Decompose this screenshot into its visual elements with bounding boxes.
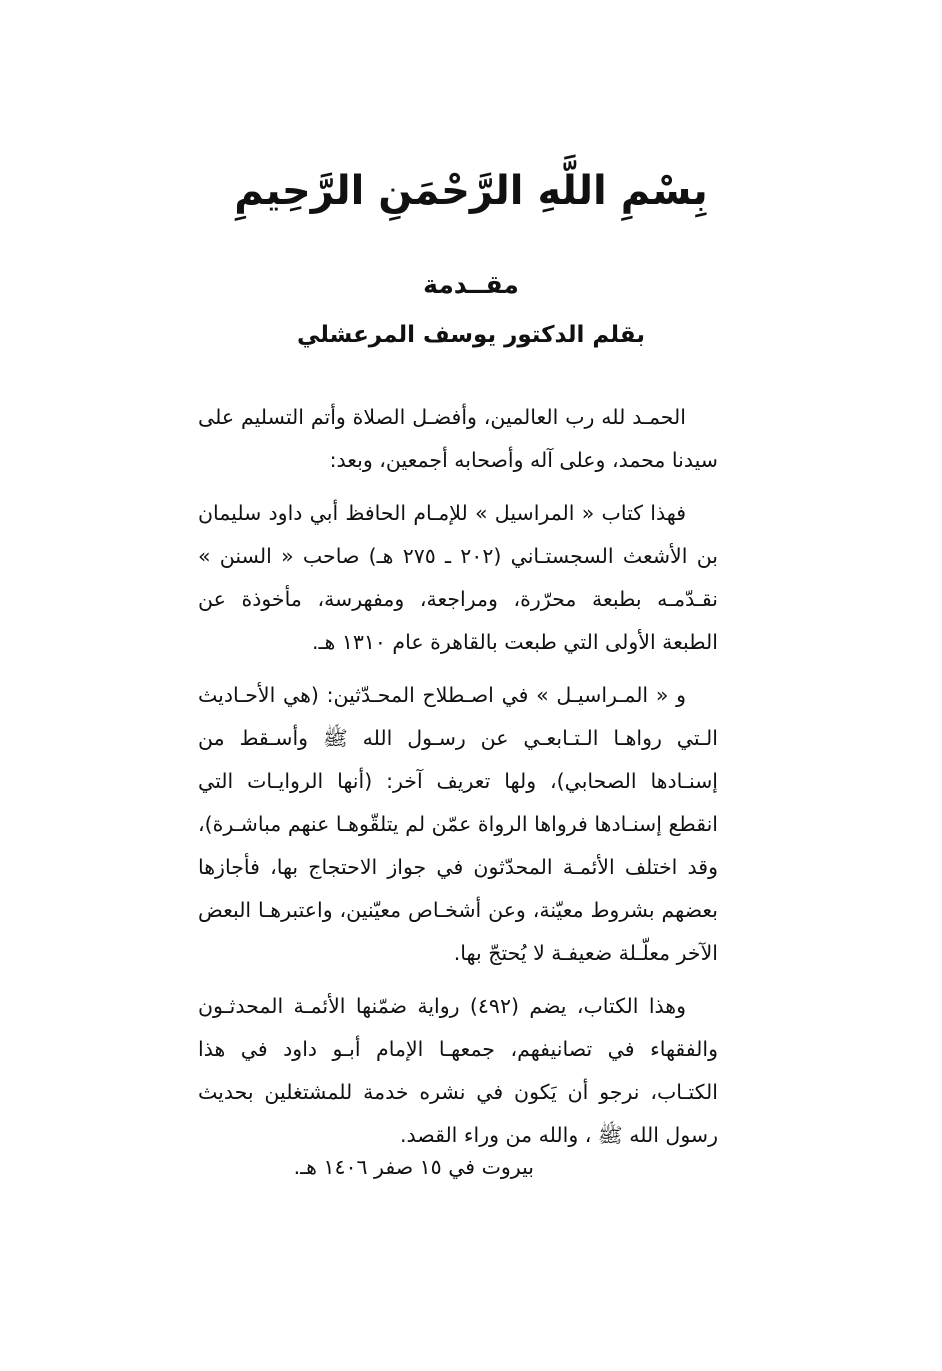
- basmala-header: [0, 168, 942, 214]
- paragraph-marasil-definition: و « المـراسيـل » في اصـطلاح المحـدّثين: (هي الأحـاديث الـتي رواهـا الـتـابعـي عن رسـول الله ﷺ وأسـقط من إسنـادها الصحابي)، ولها تعريف آخر: (أنها الروايـات التي انقطع إسنـادها فرواها الرواة عمّن لم يتلقّوهـا عنهم مباشـرة)، وقد اختلف الأئمـة المحدّثون في جواز الاحتجاج بها، فأجازها بعضهم بشروط معيّنة، وعن أشخـاص معيّنين، واعتبرهـا البعض الآخر معلّـلة ضعيفـة لا يُحتجّ بها.: [198, 683, 718, 965]
- page-title: مقــدمة: [423, 270, 519, 299]
- author-line: بقلم الدكتور يوسف المرعشلي: [297, 322, 645, 348]
- body-text: [198, 396, 718, 1167]
- paragraph-opening: الحمـد لله رب العالمين، وأفضـل الصلاة وأتم التسليم على سيدنا محمد، وعلى آله وأصحابه أجمعين، وبعد:: [198, 405, 718, 472]
- paragraph-book-contents: وهذا الكتاب، يضم (٤٩٢) رواية ضمّنها الأئمـة المحدثـون والفقهاء في تصانيفهم، جمعهـا الإمام أبـو داود في هذا الكتـاب، نرجو أن يَكون في نشره خدمة للمشتغلين بحديث رسول الله ﷺ ، والله من وراء القصد.: [198, 994, 718, 1147]
- closing-date-line: بيروت في ١٥ صفر ١٤٠٦ هـ.: [293, 1155, 534, 1179]
- paragraph-book-intro: فهذا كتاب « المراسيل » للإمـام الحافظ أبي داود سليمان بن الأشعث السجستـاني (٢٠٢ ـ ٢٧٥ هـ) صاحب « السنن » نقـدّمـه بطبعة محرّرة، ومراجعة، ومفهرسة، مأخوذة عن الطبعة الأولى التي طبعت بالقاهرة عام ١٣١٠ هـ.: [198, 501, 719, 654]
- basmala-calligraphy: بِسْمِ اللَّهِ الرَّحْمَنِ الرَّحِيمِ: [234, 168, 708, 214]
